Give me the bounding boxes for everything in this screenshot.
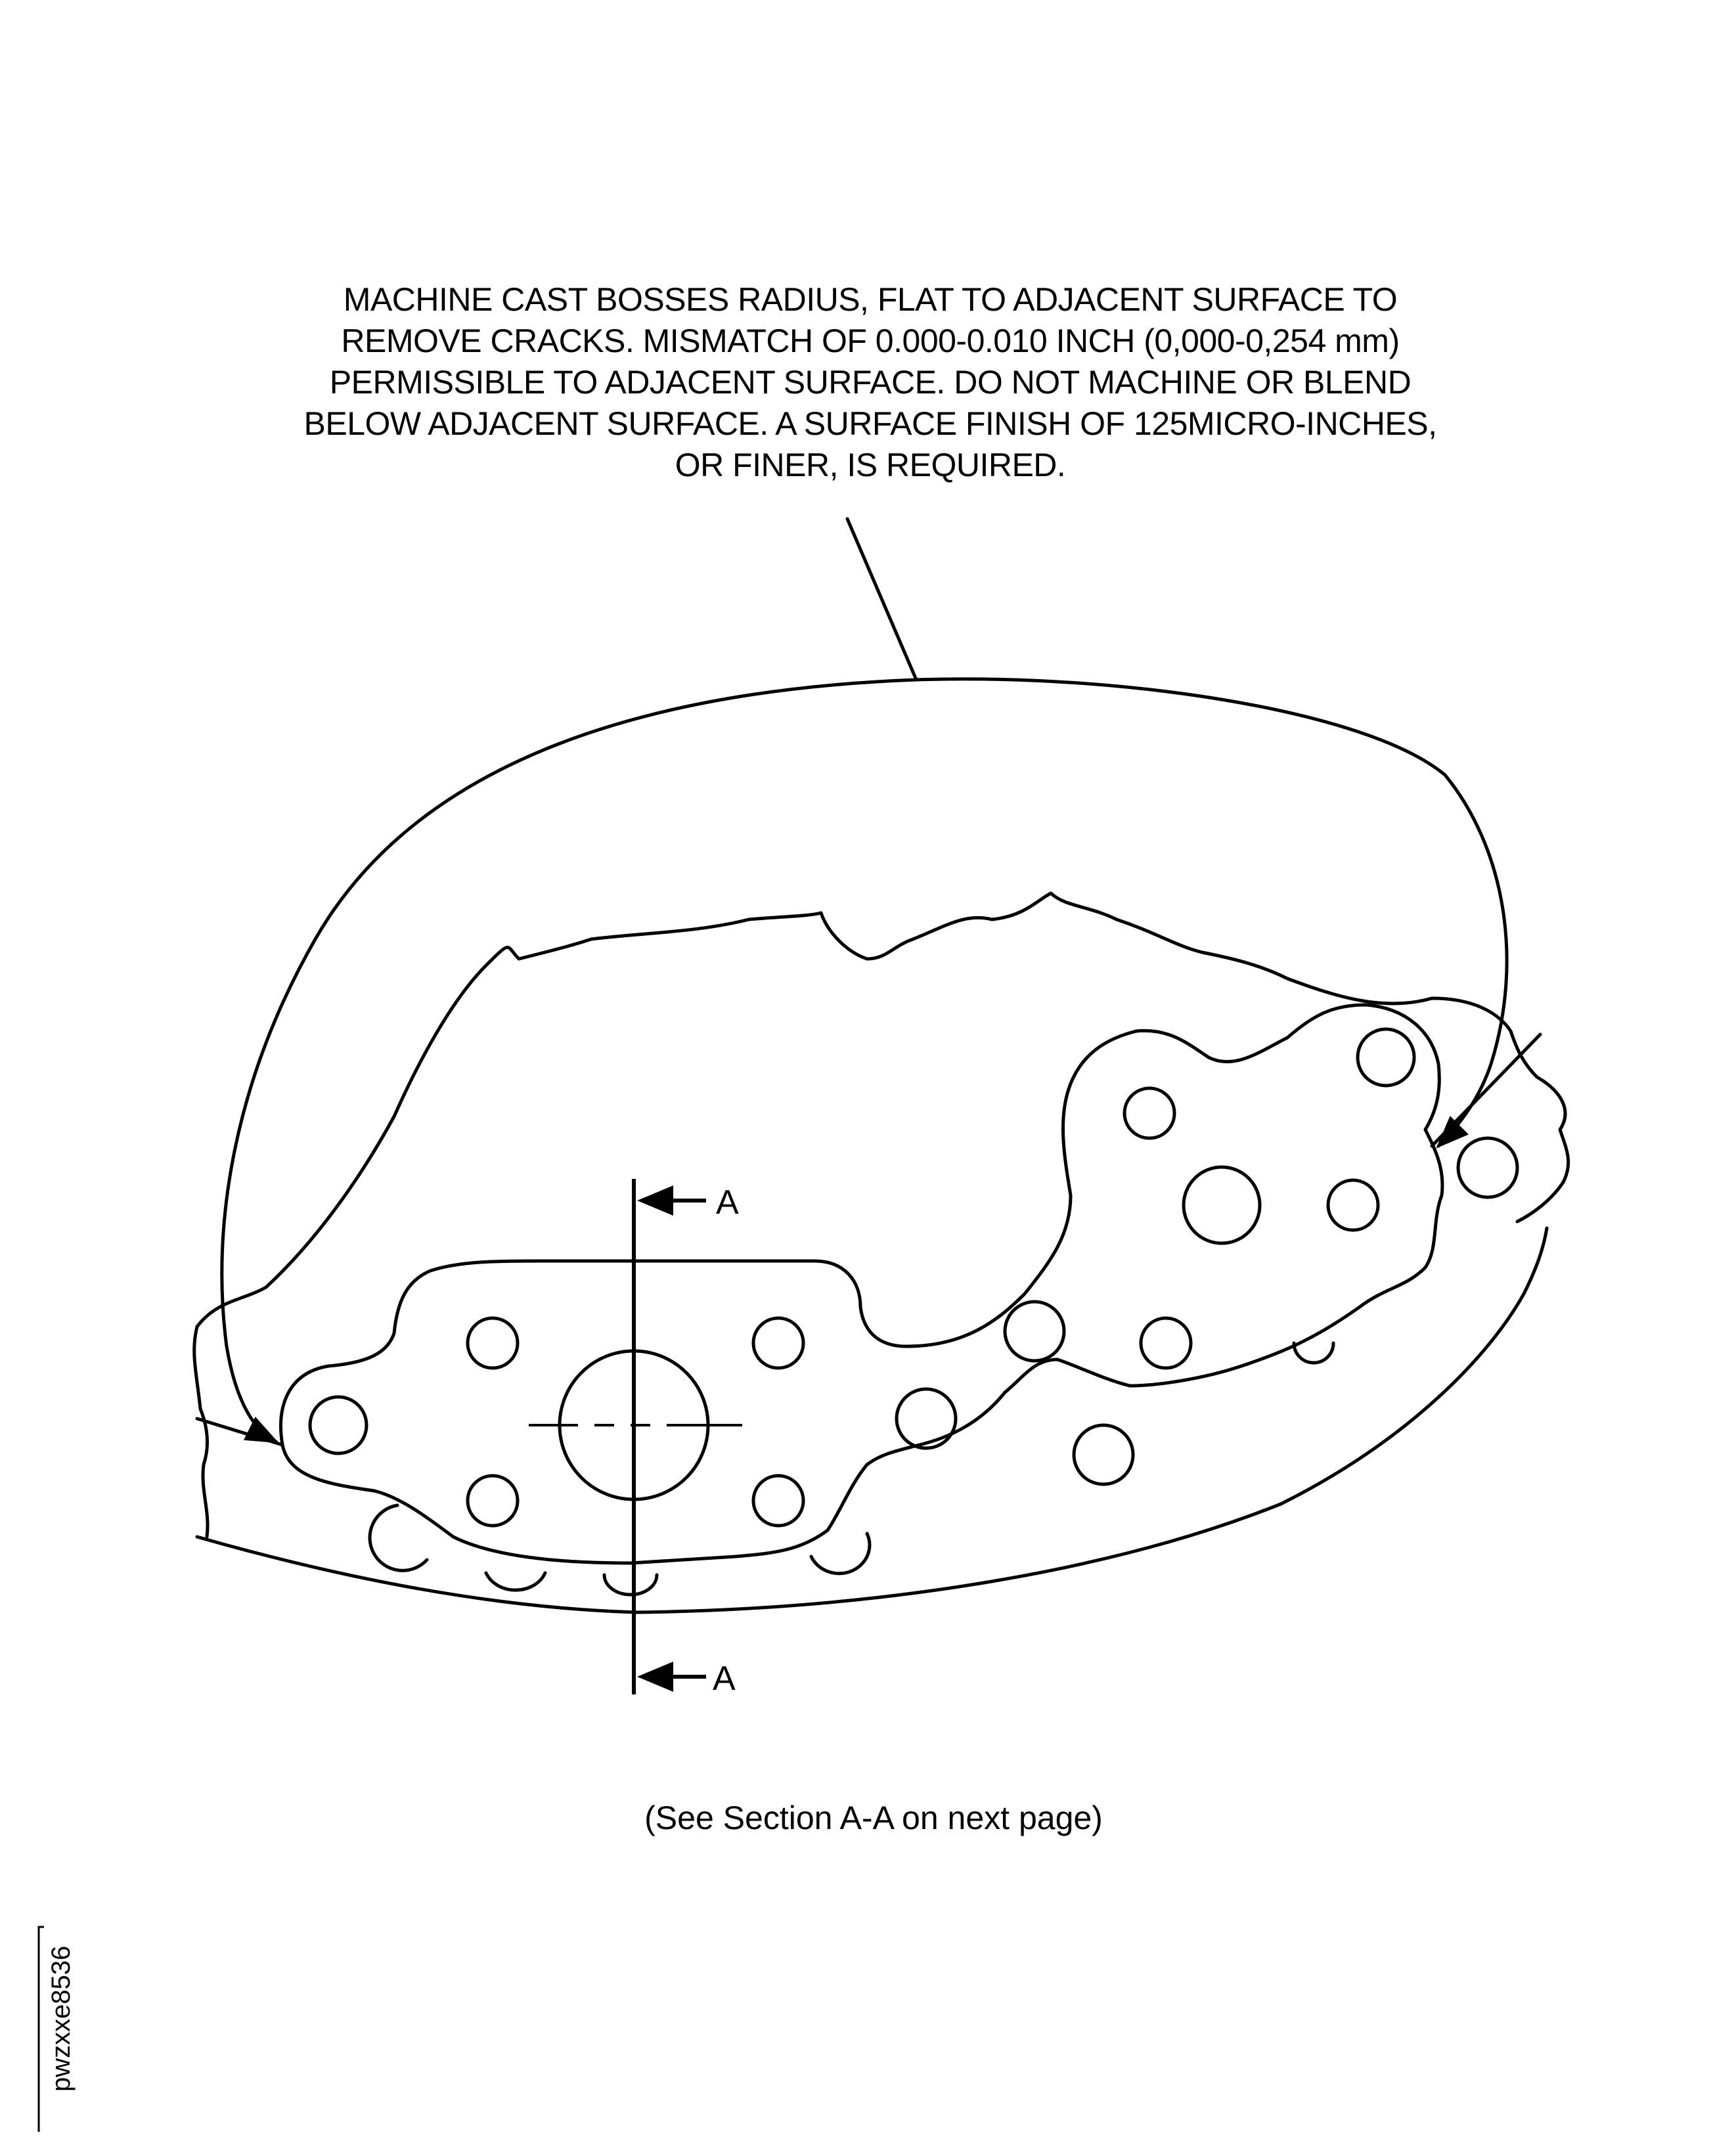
- boss-hole-right: [1328, 1180, 1378, 1230]
- boss-hole-upper-left: [468, 1318, 518, 1368]
- lower-boss-3: [604, 1575, 657, 1595]
- section-arrow-top-head: [637, 1185, 673, 1216]
- lower-boss-2: [486, 1573, 545, 1590]
- callout-loop-left: [222, 680, 916, 1442]
- note-line-3: PERMISSIBLE TO ADJACENT SURFACE. DO NOT MACHINE OR BLEND: [329, 364, 1412, 401]
- casting-lower-edge: [200, 1409, 208, 1537]
- boss-right-large-bore: [1184, 1167, 1260, 1243]
- casting-body-outline: [194, 893, 1569, 1409]
- left-boss-pad: [281, 1005, 1442, 1563]
- boss-hole-lower-left: [468, 1476, 518, 1526]
- boss-middle-upper: [1005, 1302, 1064, 1361]
- boss-middle-lower: [897, 1389, 956, 1448]
- figure-id-bracket: [36, 1924, 76, 2134]
- note-line-4: BELOW ADJACENT SURFACE. A SURFACE FINISH OF 125MICRO-INCHES,: [303, 405, 1437, 442]
- note-line-1: MACHINE CAST BOSSES RADIUS, FLAT TO ADJACENT SURFACE TO: [343, 281, 1398, 318]
- casting-left-ledge: [197, 1419, 282, 1445]
- lower-boss-1: [370, 1505, 427, 1570]
- boss-hole-far-left: [310, 1397, 367, 1453]
- boss-hole-lower-right: [753, 1476, 803, 1526]
- leader-line: [847, 519, 916, 680]
- figure-caption: (See Section A-A on next page): [644, 1800, 1103, 1836]
- boss-far-right: [1458, 1138, 1517, 1197]
- note-line-5: OR FINER, IS REQUIRED.: [675, 447, 1066, 483]
- right-partial-boss: [1294, 1343, 1333, 1363]
- section-label-top: A: [716, 1183, 739, 1222]
- boss-hole-top-right: [1358, 1029, 1414, 1086]
- boss-hole-bottom: [1141, 1318, 1191, 1368]
- boss-bottom-right: [1074, 1425, 1133, 1484]
- casting-bottom-sweep: [197, 1228, 1547, 1612]
- lower-boss-4: [811, 1534, 870, 1574]
- boss-hole-upper-right: [753, 1318, 803, 1368]
- note-line-2: REMOVE CRACKS. MISMATCH OF 0.000-0.010 INCH (0,000-0,254 mm): [341, 322, 1400, 359]
- boss-hole-top: [1124, 1088, 1174, 1138]
- section-arrow-bottom-head: [637, 1662, 673, 1692]
- callout-loop-right: [916, 679, 1507, 1146]
- section-label-bottom: A: [713, 1660, 736, 1698]
- section-cutting-plane: [634, 1179, 706, 1694]
- figure-id-text: pwzxxe8536: [47, 1945, 76, 2092]
- casting-rim-line: [1432, 1034, 1540, 1146]
